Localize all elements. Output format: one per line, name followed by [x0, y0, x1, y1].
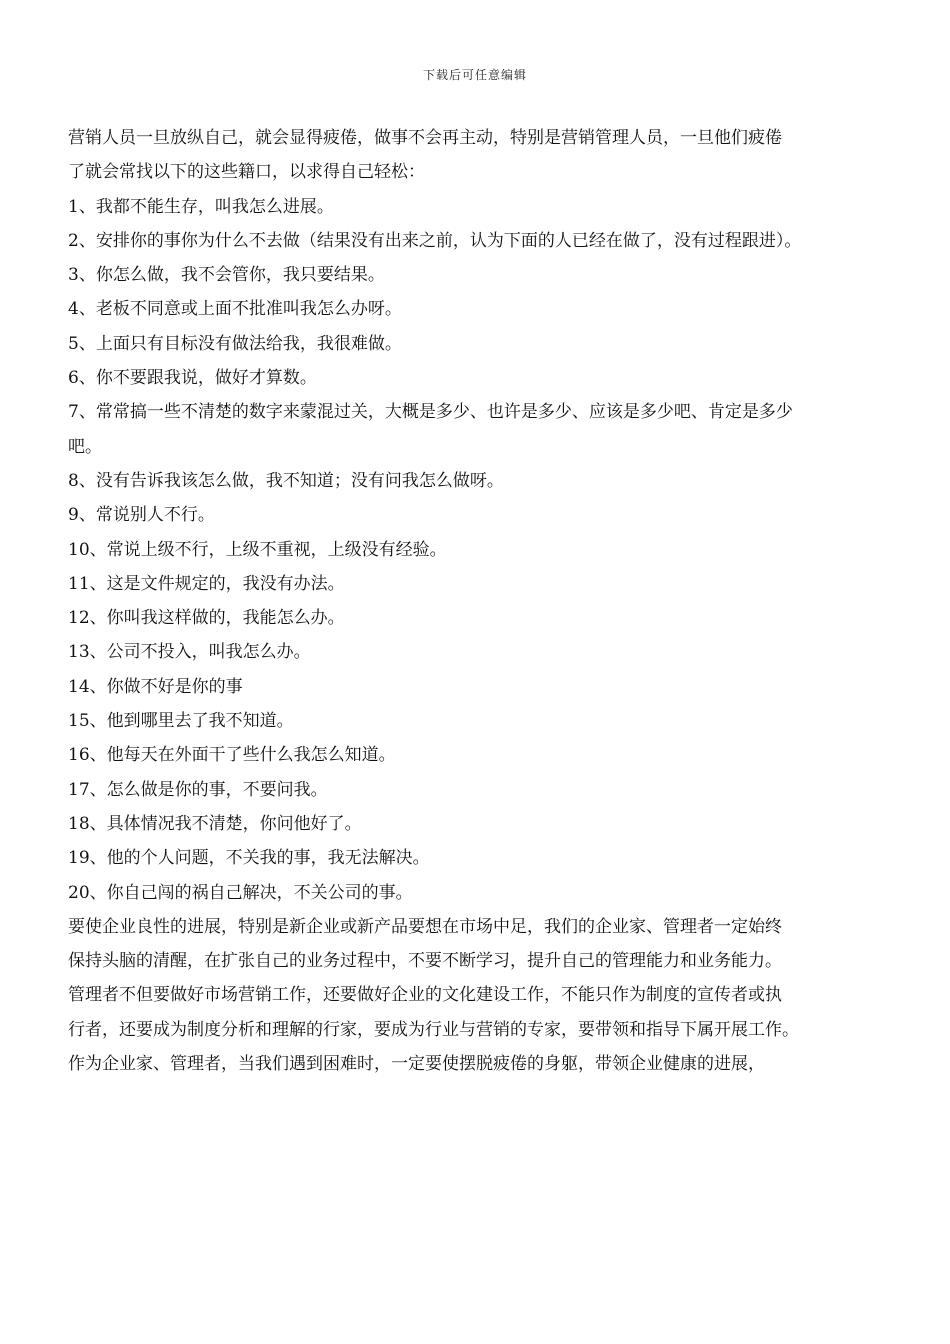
list-item: 6、你不要跟我说，做好才算数。 [68, 368, 317, 389]
list-item: 14、你做不好是你的事 [68, 676, 243, 697]
list-item-continuation: 吧。 [68, 436, 102, 457]
list-item: 19、他的个人问题，不关我的事，我无法解决。 [68, 848, 430, 869]
text-line: 营销人员一旦放纵自己，就会显得疲倦，做事不会再主动，特别是营销管理人员，一旦他们疲倦 [68, 128, 782, 148]
list-item: 5、上面只有目标没有做法给我，我很难做。 [68, 333, 402, 354]
text-line: 作为企业家、管理者，当我们遇到困难时，一定要使摆脱疲倦的身躯，带领企业健康的进展， [68, 1054, 765, 1075]
list-item: 20、你自己闯的祸自己解决，不关公司的事。 [68, 882, 413, 903]
list-item: 1、我都不能生存，叫我怎么进展。 [68, 196, 334, 217]
list-item: 9、常说别人不行。 [68, 505, 215, 526]
list-item: 18、具体情况我不清楚，你问他好了。 [68, 813, 362, 834]
list-item: 4、老板不同意或上面不批准叫我怎么办呀。 [68, 299, 402, 320]
text-line: 要使企业良性的进展，特别是新企业或新产品要想在市场中足，我们的企业家、管理者一定始终 [68, 916, 782, 937]
header-note: 下载后可任意编辑 [422, 68, 527, 82]
list-item: 7、常常搞一些不清楚的数字来蒙混过关，大概是多少、也许是多少、应该是多少吧、肯定是多少 [68, 402, 793, 423]
list-item: 8、没有告诉我该怎么做，我不知道；没有问我怎么做呀。 [68, 470, 504, 491]
document-body [68, 121, 908, 1081]
list-item: 15、他到哪里去了我不知道。 [68, 711, 294, 732]
text-line: 保持头脑的清醒，在扩张自己的业务过程中，不要不断学习，提升自己的管理能力和业务能力。 [68, 951, 782, 972]
text-line: 行者，还要成为制度分析和理解的行家，要成为行业与营销的专家，要带领和指导下属开展工作。 [68, 1019, 799, 1040]
text-line: 管理者不但要做好市场营销工作，还要做好企业的文化建设工作，不能只作为制度的宣传者或执 [68, 985, 782, 1006]
list-item: 10、常说上级不行，上级不重视，上级没有经验。 [68, 539, 447, 560]
list-item: 3、你怎么做，我不会管你，我只要结果。 [68, 265, 385, 286]
list-item: 11、这是文件规定的，我没有办法。 [68, 573, 345, 594]
list-item: 12、你叫我这样做的，我能怎么办。 [68, 608, 345, 629]
list-item: 16、他每天在外面干了些什么我怎么知道。 [68, 745, 396, 766]
list-item: 17、怎么做是你的事，不要问我。 [68, 779, 328, 800]
text-line: 了就会常找以下的这些籍口，以求得自己轻松： [68, 162, 425, 183]
list-item: 2、安排你的事你为什么不去做（结果没有出来之前，认为下面的人已经在做了，没有过程跟进）。 [68, 230, 802, 251]
list-item: 13、公司不投入，叫我怎么办。 [68, 642, 311, 663]
